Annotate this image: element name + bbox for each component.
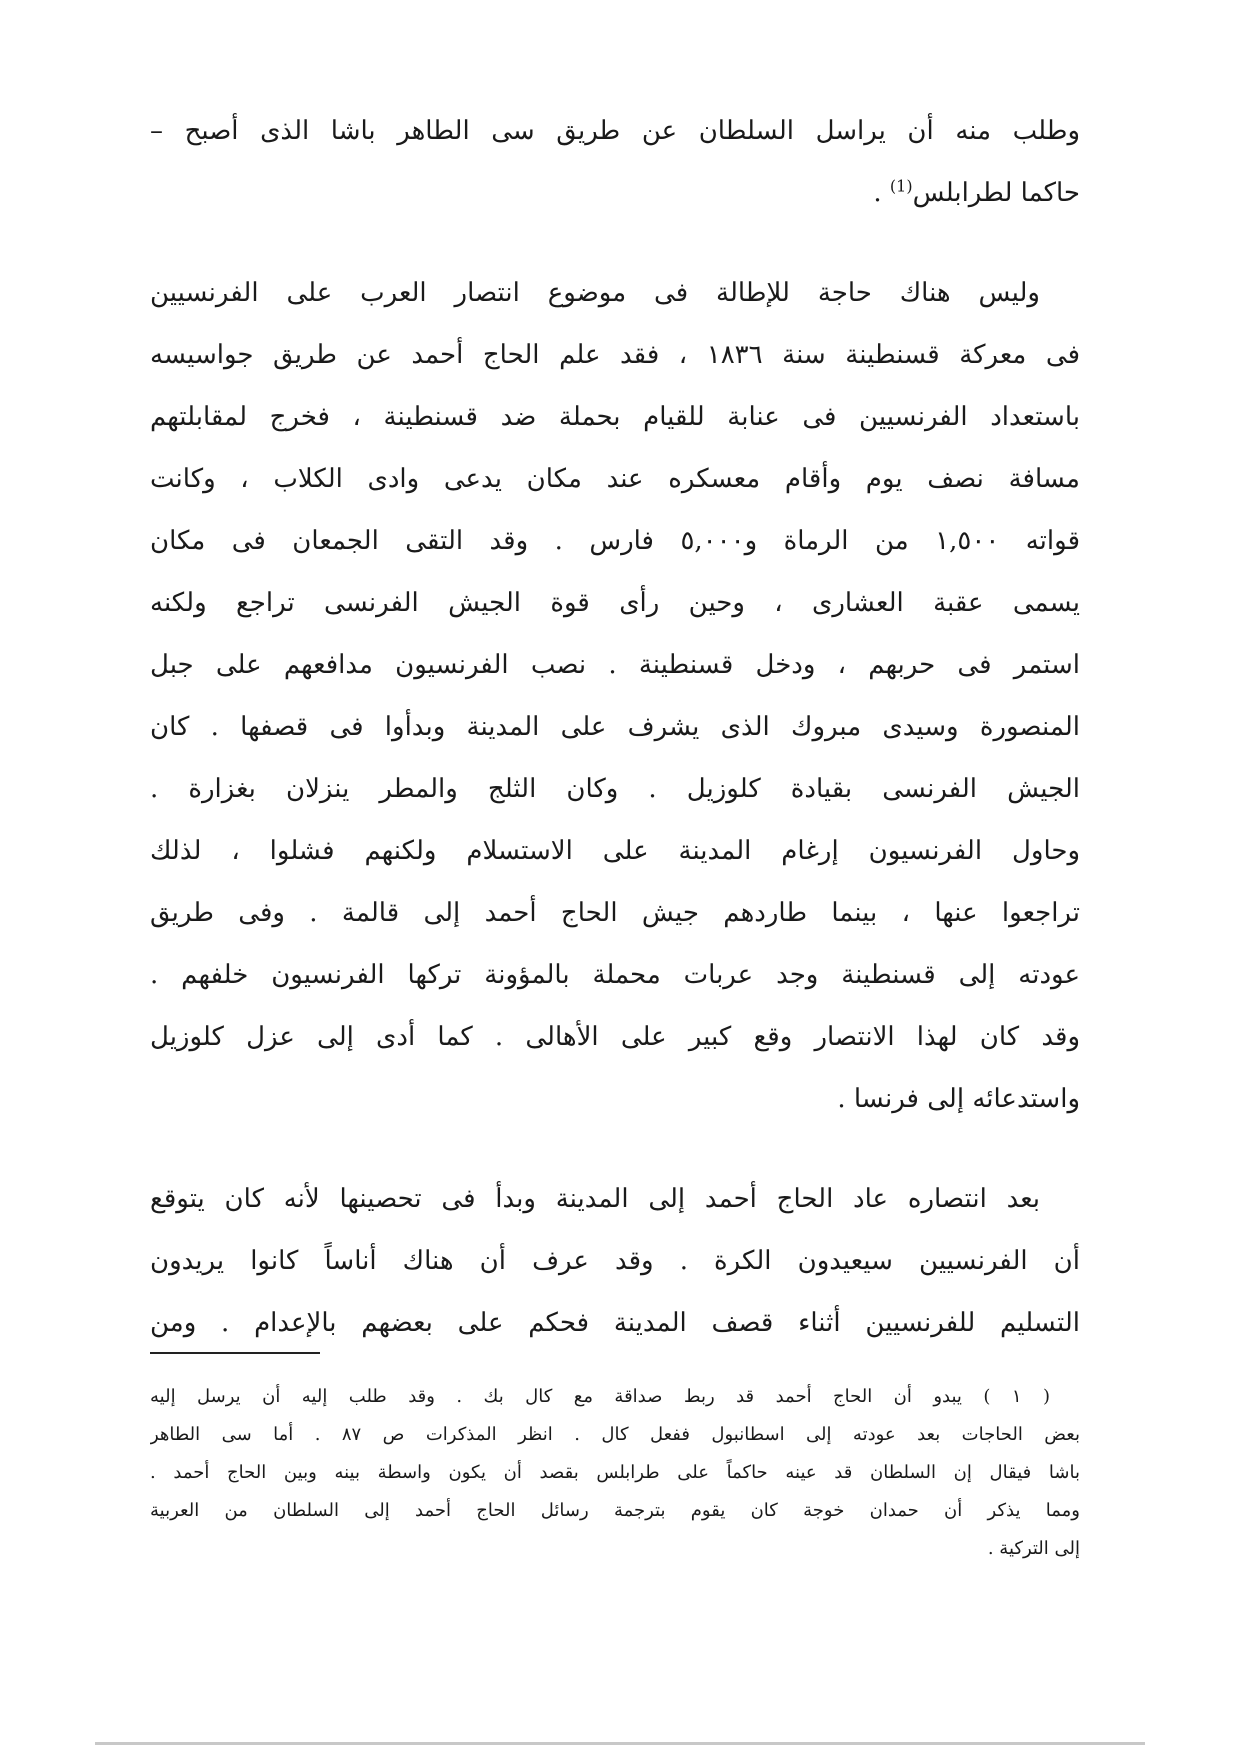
footnote-line: إلى التركية . bbox=[987, 1538, 1080, 1559]
text-line: بعد انتصاره عاد الحاج أحمد إلى المدينة وبدأ فى تحصينها لأنه كان يتوقع bbox=[150, 1184, 1040, 1214]
text-line: باستعداد الفرنسيين فى عنابة للقيام بحملة ضد قسنطينة ، فخرج لمقابلتهم bbox=[150, 402, 1080, 432]
text-line: فى معركة قسنطينة سنة ١٨٣٦ ، فقد علم الحاج أحمد عن طريق جواسيسه bbox=[150, 340, 1080, 370]
footnote-line: بعض الحاجات بعد عودته إلى اسطانبول ففعل كال . انظر المذكرات ص ٨٧ . أما سى الطاهر bbox=[150, 1424, 1080, 1445]
footnote bbox=[150, 1378, 1080, 1568]
text-line: وحاول الفرنسيون إرغام المدينة على الاستسلام ولكنهم فشلوا ، لذلك bbox=[150, 836, 1080, 866]
text-line: يسمى عقبة العشارى ، وحين رأى قوة الجيش الفرنسى تراجع ولكنه bbox=[150, 588, 1080, 618]
text-line: عودته إلى قسنطينة وجد عربات محملة بالمؤونة تركها الفرنسيون خلفهم . bbox=[150, 960, 1080, 990]
text-line: وطلب منه أن يراسل السلطان عن طريق سى الطاهر باشا الذى أصبح – bbox=[150, 116, 1080, 146]
footnote-divider bbox=[150, 1352, 320, 1354]
text-line: التسليم للفرنسيين أثناء قصف المدينة فحكم على بعضهم بالإعدام . ومن bbox=[150, 1308, 1080, 1338]
text-line: مسافة نصف يوم وأقام معسكره عند مكان يدعى وادى الكلاب ، وكانت bbox=[150, 464, 1080, 494]
text-segment: حاكما لطرابلس bbox=[912, 178, 1080, 208]
paragraph-1 bbox=[150, 100, 1080, 224]
text-line: قواته ١,٥٠٠ من الرماة و٥,٠٠٠ فارس . وقد التقى الجمعان فى مكان bbox=[150, 526, 1080, 556]
text-line bbox=[150, 162, 1080, 224]
paragraph-3 bbox=[150, 1168, 1080, 1354]
text-line: استمر فى حربهم ، ودخل قسنطينة . نصب الفرنسيون مدافعهم على جبل bbox=[150, 650, 1080, 680]
text-line: وليس هناك حاجة للإطالة فى موضوع انتصار العرب على الفرنسيين bbox=[150, 278, 1040, 308]
sentence-end: . bbox=[873, 178, 890, 208]
page-bottom-edge bbox=[95, 1742, 1145, 1745]
text-line: وقد كان لهذا الانتصار وقع كبير على الأهالى . كما أدى إلى عزل كلوزيل bbox=[150, 1022, 1080, 1052]
text-line: واستدعائه إلى فرنسا . bbox=[837, 1084, 1080, 1114]
footnote-line: باشا فيقال إن السلطان قد عينه حاكماً على طرابلس بقصد أن يكون واسطة بينه وبين الحاج أحمد . bbox=[150, 1462, 1080, 1483]
paragraph-2 bbox=[150, 262, 1080, 1130]
footnote-line: ( ١ ) يبدو أن الحاج أحمد قد ربط صداقة مع كال بك . وقد طلب إليه أن يرسل إليه bbox=[150, 1386, 1050, 1407]
book-page bbox=[150, 100, 1080, 1720]
text-line: تراجعوا عنها ، بينما طاردهم جيش الحاج أحمد إلى قالمة . وفى طريق bbox=[150, 898, 1080, 928]
text-line: أن الفرنسيين سيعيدون الكرة . وقد عرف أن هناك أناساً كانوا يريدون bbox=[150, 1246, 1080, 1276]
footnote-marker[interactable]: (1) bbox=[889, 176, 913, 196]
footnote-line: ومما يذكر أن حمدان خوجة كان يقوم بترجمة رسائل الحاج أحمد إلى السلطان من العربية bbox=[150, 1500, 1080, 1521]
text-line: المنصورة وسيدى مبروك الذى يشرف على المدينة وبدأوا فى قصفها . كان bbox=[150, 712, 1080, 742]
text-line: الجيش الفرنسى بقيادة كلوزيل . وكان الثلج والمطر ينزلان بغزارة . bbox=[150, 774, 1080, 804]
